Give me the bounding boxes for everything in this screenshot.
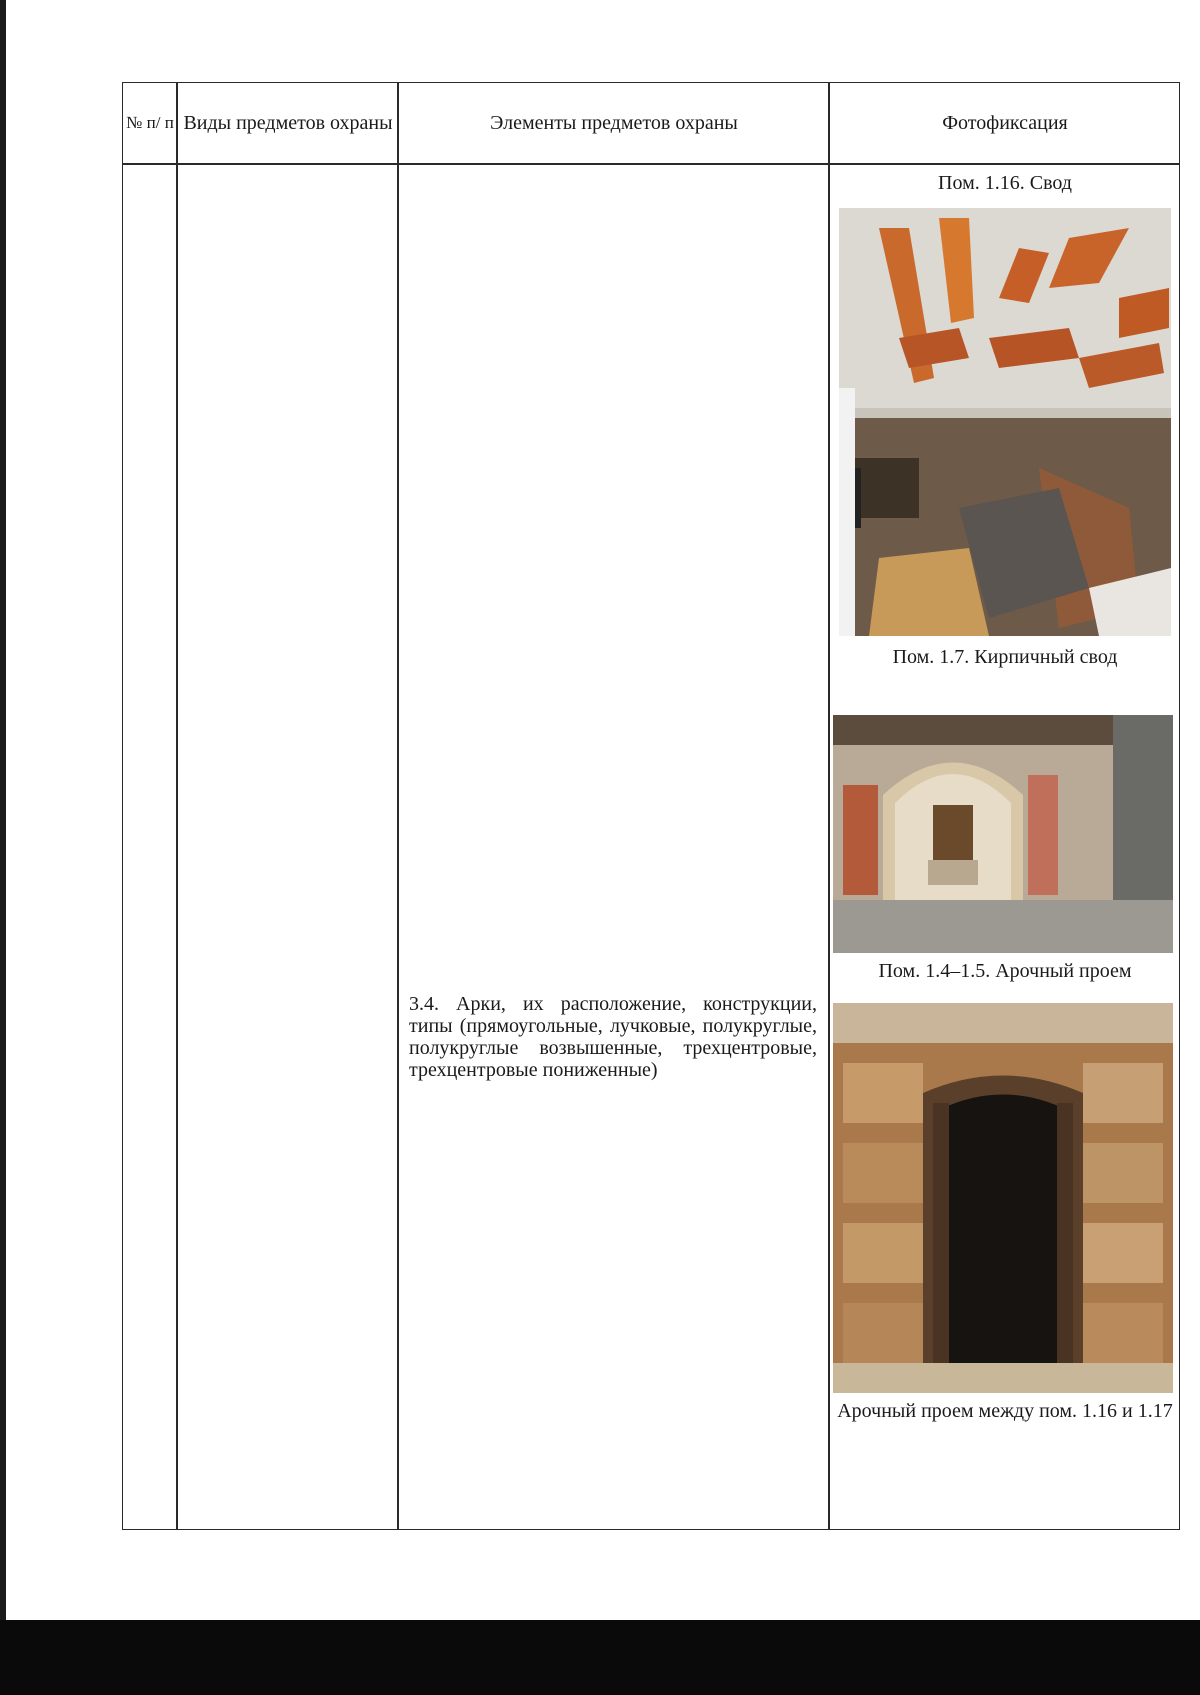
header-number: № п/ п bbox=[126, 113, 174, 132]
scan-left-edge bbox=[0, 0, 6, 1695]
arched-opening-photo bbox=[833, 715, 1173, 953]
column-divider bbox=[176, 83, 178, 1529]
column-divider bbox=[397, 83, 399, 1529]
header-photo-fixation: Фотофиксация bbox=[942, 112, 1068, 134]
photo-caption-brick-vault: Пом. 1.7. Кирпичный свод bbox=[892, 646, 1118, 668]
photo-caption-vault: Пом. 1.16. Свод bbox=[938, 172, 1072, 194]
arched-doorway-photo bbox=[833, 1003, 1173, 1393]
scan-bottom-band bbox=[0, 1620, 1200, 1695]
photo-caption-arched-doorway: Арочный проем между пом. 1.16 и 1.17 bbox=[837, 1400, 1173, 1422]
brick-vault-photo bbox=[839, 208, 1171, 636]
header-divider bbox=[123, 163, 1179, 165]
column-divider bbox=[828, 83, 830, 1529]
photo-caption-arched-opening: Пом. 1.4–1.5. Арочный проем bbox=[878, 960, 1132, 982]
element-description: 3.4. Арки, их расположение, конструкции, типы (прямоугольные, лучковые, полукруглые, полукруглые возвышенные, трехцентровые, трехцентровые пониженные) bbox=[409, 993, 817, 1081]
header-protection-elements: Элементы предметов охраны bbox=[490, 112, 738, 134]
header-protection-types: Виды предметов охраны bbox=[183, 112, 393, 134]
protection-table bbox=[122, 82, 1180, 1530]
